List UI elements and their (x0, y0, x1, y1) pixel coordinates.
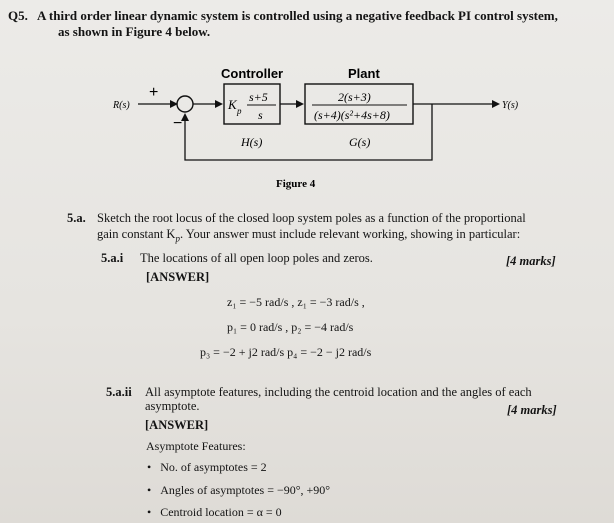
controller-numerator: s+5 (249, 90, 268, 104)
feedback-path (185, 104, 432, 160)
asymptote-heading: Asymptote Features: (146, 439, 246, 453)
plus-sign: + (149, 84, 159, 101)
part-ai-text: The locations of all open loop poles and zeros. (140, 251, 373, 265)
input-label: R(s) (113, 100, 130, 111)
bullet-item: • Centroid location = α = 0 (147, 505, 282, 519)
part-aii-number: 5.a.ii (106, 385, 132, 399)
part-a-line2-sub: p (175, 233, 180, 244)
bullet-text-centroid: Centroid location = α = 0 (160, 505, 282, 519)
controller-denominator: s (258, 108, 263, 122)
figure-caption: Figure 4 (276, 178, 316, 190)
summing-junction (177, 96, 193, 112)
minus-sign: − (173, 115, 183, 132)
part-aii-line2: asymptote. (145, 399, 200, 413)
kp-symbol: K (228, 97, 237, 112)
part-ai-answer-label: [ANSWER] (146, 270, 210, 284)
zeros-line: z₁ = −5 rad/s , z₁ = −3 rad/s , (227, 295, 365, 309)
h-label: H(s) (241, 135, 263, 149)
plant-numerator: 2(s+3) (338, 90, 371, 104)
part-a-line2-text: gain constant K (97, 227, 176, 241)
poles-line2: p₃ = −2 + j2 rad/s p₄ = −2 − j2 rad/s (200, 345, 372, 359)
output-arrow (492, 100, 500, 108)
output-label: Y(s) (502, 100, 519, 111)
bullet-item: • Angles of asymptotes = −90°, +90° (147, 483, 331, 497)
bullet-item: • No. of asymptotes = 2 (147, 460, 267, 474)
part-a-line2-rest: . Your answer must include relevant working, showing in particular: (179, 227, 521, 241)
question-text-line1: A third order linear dynamic system is controlled using a negative feedback PI control system, (37, 8, 558, 23)
part-ai-marks: [4 marks] (506, 254, 556, 268)
controller-label: Controller (221, 66, 284, 81)
bullet-text-asymptote-angles: Angles of asymptotes = −90°, +90° (160, 483, 331, 497)
kp-subscript: p (237, 106, 242, 116)
question-number: Q5. (8, 8, 28, 23)
controller-input-arrow (215, 100, 223, 108)
part-a-number: 5.a. (67, 211, 86, 225)
part-ai-number: 5.a.i (101, 251, 124, 265)
block-diagram (0, 0, 614, 200)
part-aii-marks: [4 marks] (507, 403, 557, 417)
poles-line1: p₁ = 0 rad/s , p₂ = −4 rad/s (227, 320, 354, 334)
g-label: G(s) (349, 135, 371, 149)
part-aii-answer-label: [ANSWER] (145, 418, 209, 432)
part-aii-line1: All asymptote features, including the centroid location and the angles of each (145, 385, 532, 399)
plant-input-arrow (296, 100, 304, 108)
part-a-line2 (97, 226, 520, 247)
plant-denominator: (s+4)(s²+4s+8) (314, 108, 390, 122)
part-a-line1: Sketch the root locus of the closed loop system poles as a function of the proportional (97, 211, 526, 225)
question-text-line2: as shown in Figure 4 below. (58, 24, 211, 39)
plant-label: Plant (348, 66, 380, 81)
bullet-text-asymptote-count: No. of asymptotes = 2 (160, 460, 267, 474)
